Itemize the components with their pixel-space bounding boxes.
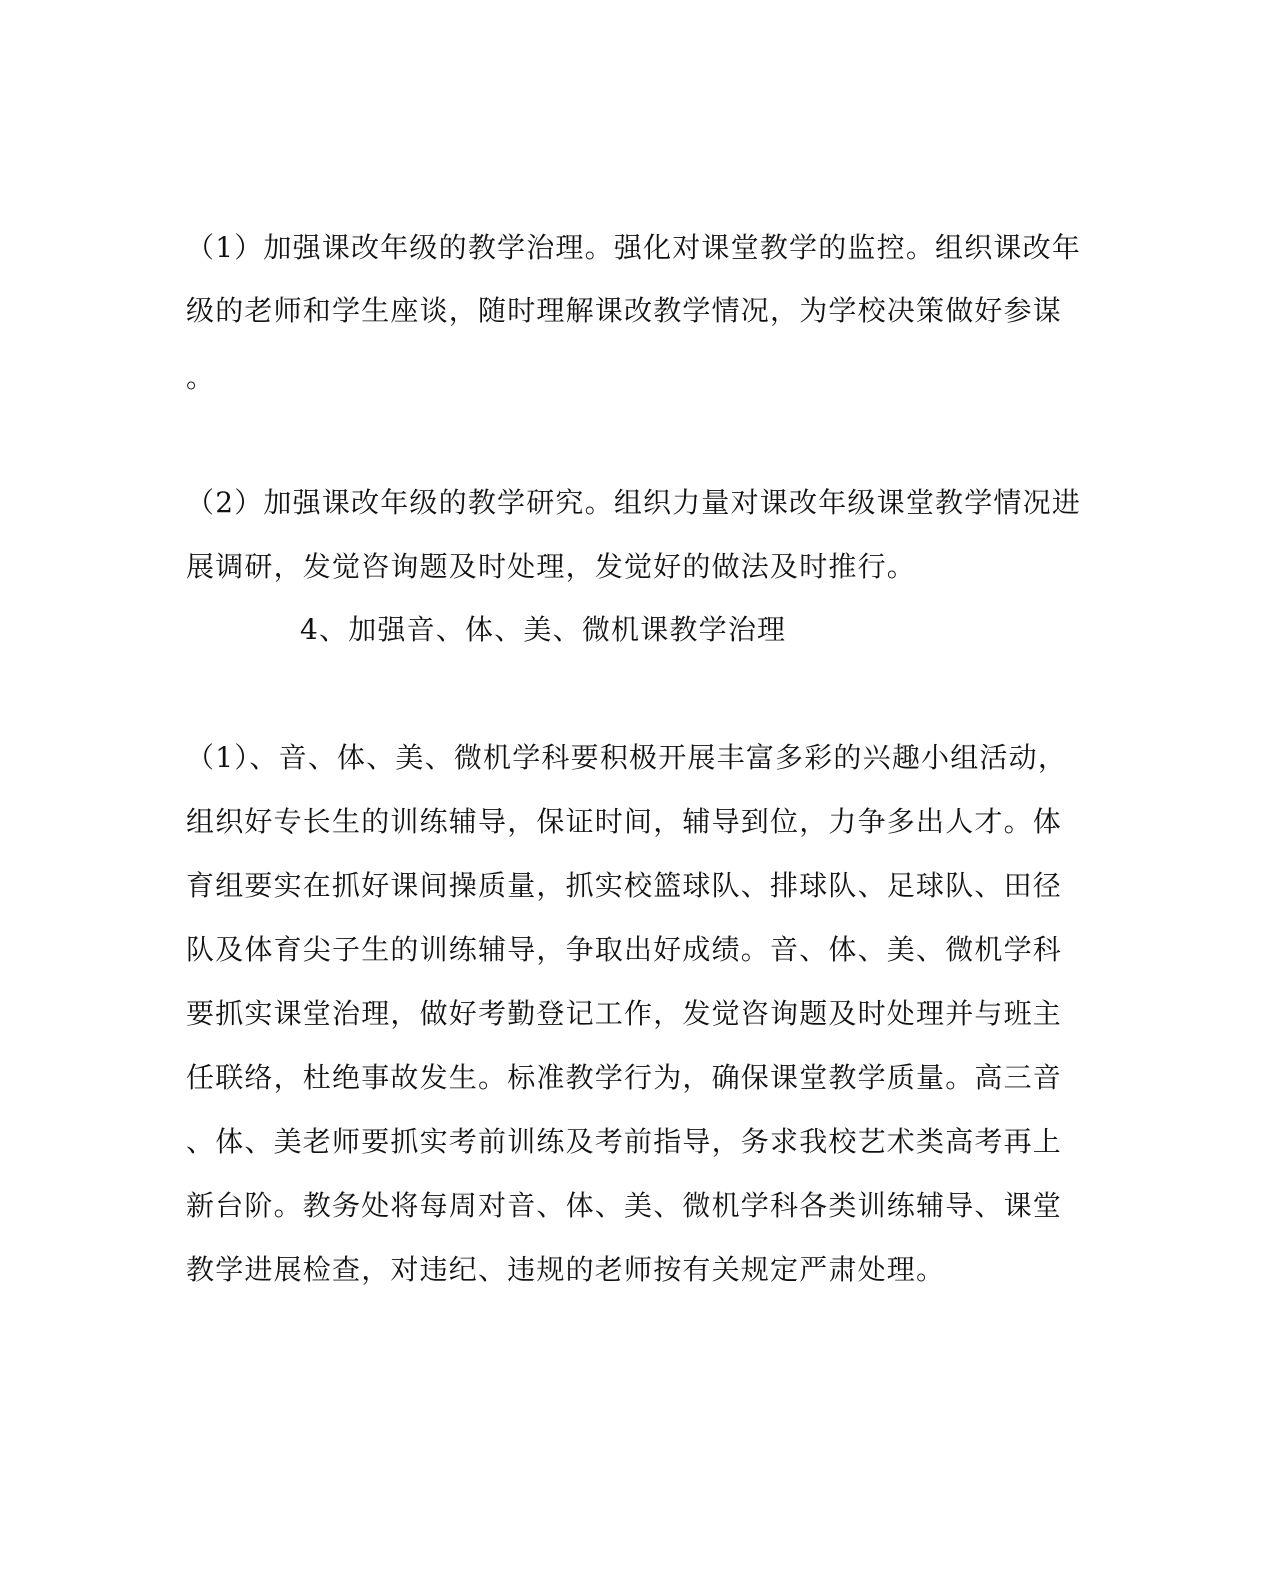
text-line: 队及体育尖子生的训练辅导，争取出好成绩。音、体、美、微机学科	[186, 933, 1063, 966]
text-line: 、体、美老师要抓实考前训练及考前指导，务求我校艺术类高考再上	[186, 1125, 1063, 1158]
text-line: 级的老师和学生座谈，随时理解课改教学情况，为学校决策做好参谋	[186, 294, 1063, 327]
heading-line: 4、加强音、体、美、微机课教学治理	[300, 613, 787, 646]
text-line: （1）、音、体、美、微机学科要积极开展丰富多彩的兴趣小组活动，	[186, 741, 1068, 774]
text-line: 新台阶。教务处将每周对音、体、美、微机学科各类训练辅导、课堂	[186, 1189, 1063, 1222]
text-line: 教学进展检查，对违纪、违规的老师按有关规定严肃处理。	[186, 1253, 946, 1286]
text-line: 。	[186, 361, 216, 394]
text-line: （1）加强课改年级的教学治理。强化对课堂教学的监控。组织课改年	[186, 231, 1082, 264]
text-line: 要抓实课堂治理，做好考勤登记工作，发觉咨询题及时处理并与班主	[186, 997, 1063, 1030]
text-line: （2）加强课改年级的教学研究。组织力量对课改年级课堂教学情况进	[186, 486, 1082, 519]
text-line: 组织好专长生的训练辅导，保证时间，辅导到位，力争多出人才。体	[186, 805, 1063, 838]
text-line: 育组要实在抓好课间操质量，抓实校篮球队、排球队、足球队、田径	[186, 869, 1063, 902]
text-line: 任联络，杜绝事故发生。标准教学行为，确保课堂教学质量。高三音	[186, 1061, 1063, 1094]
text-line: 展调研，发觉咨询题及时处理，发觉好的做法及时推行。	[186, 550, 917, 583]
